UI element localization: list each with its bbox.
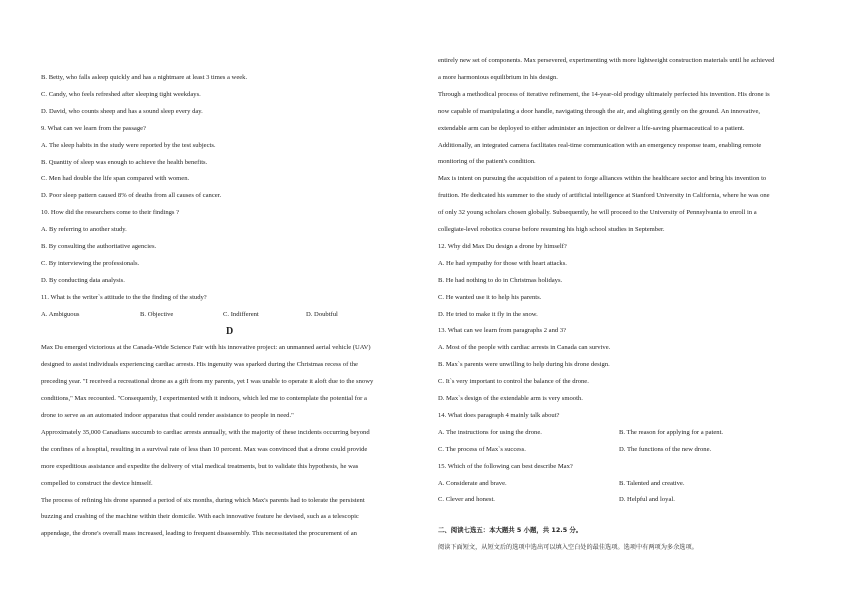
text-line: B. By consulting the authoritative agencies. (41, 243, 157, 250)
text-line: 10. How did the researchers come to their findings ? (41, 209, 180, 217)
text-line: B. Betty, who falls asleep quickly and has a nightmare at least 3 times a week. (41, 74, 248, 81)
option-text: C. Clever and honest. (438, 496, 495, 504)
section-instruction: 阅读下面短文，从短文后的选项中选出可以填入空白处的最佳选项。选项中有两项为多余选项。 (438, 544, 698, 552)
text-line: A. Most of the people with cardiac arrests in Canada can survive. (438, 344, 611, 352)
option-text: D. Helpful and loyal. (619, 496, 675, 504)
text-line: 12. Why did Max Du design a drone by himself? (438, 242, 567, 250)
text-line: fruition. He dedicated his summer to the study of artificial intelligence at Stanford University in California, where he was one (438, 192, 770, 200)
option-text: D. The functions of the new drone. (619, 445, 712, 453)
option-text: A. The instructions for using the drone. (438, 428, 542, 436)
text-line: Additionally, an integrated camera facilitates real-time communication with an emergency response team, enabling remote (438, 141, 762, 149)
text-line: now capable of manipulating a door handle, navigating through the air, and alighting gently on the ground. An innovative, (438, 107, 761, 115)
option-text: C. The process of Max`s success. (438, 445, 526, 453)
option-text: C. Indifferent (223, 310, 259, 318)
text-line: of only 32 young scholars chosen globally. Subsequently, he will proceed to the University of Pennsylvania to enroll in a (438, 209, 757, 217)
text-line: collegiate-level robotics course before resuming his high school studies in September. (438, 226, 665, 233)
text-line: C. By interviewing the professionals. (41, 259, 140, 267)
option-text: A. Ambiguous (41, 310, 80, 318)
option-text: B. Talented and creative. (619, 479, 685, 487)
text-line: compelled to construct the device himself. (41, 479, 153, 487)
question-text: 15. Which of the following can best describe Max? (438, 462, 573, 470)
text-line: 9. What can we learn from the passage? (41, 124, 146, 132)
text-line: more expeditious assistance and expedite the delivery of vital medical treatments, but to validate this hypothesis, he was (41, 462, 359, 470)
text-line: B. He had nothing to do in Christmas holidays. (438, 276, 563, 284)
option-text: B. The reason for applying for a patent. (619, 428, 724, 436)
text-line: D. Max`s design of the extendable arm is very smooth. (438, 395, 583, 402)
section-heading: 二、阅读七选五：本大题共 5 小题，共 12.5 分。 (438, 526, 583, 535)
text-line: a more harmonious equilibrium in his design. (438, 73, 558, 81)
option-text: A. Considerate and brave. (438, 479, 507, 487)
text-line: B. Quantity of sleep was enough to achieve the health benefits. (41, 158, 208, 166)
text-line: drone to serve as an automated indoor apparatus that could render assistance to people in need." (41, 412, 294, 419)
text-line: B. Max`s parents were unwilling to help during his drone design. (438, 361, 610, 369)
text-line: A. By referring to another study. (41, 226, 127, 234)
text-line: D. By conducting data analysis. (41, 276, 125, 284)
text-line: C. It`s very important to control the balance of the drone. (438, 378, 589, 386)
text-line: 11. What is the writer`s attitude to the the finding of the study? (41, 293, 207, 301)
text-line: designed to assist individuals experiencing cardiac arrests. His ingenuity was sparked during the Christmas recess of the (41, 361, 358, 369)
text-line: Max Du emerged victorious at the Canada-Wide Science Fair with his innovative project: an unmanned aerial vehicle (UAV) (41, 344, 371, 352)
text-line: appendage, the drone's overall mass increased, leading to frequent disassembly. This necessitated the procurement of an (41, 530, 357, 538)
text-line: buzzing and crashing of the machine within their domicile. With each innovative feature he devised, such as a telescopic (41, 513, 359, 521)
text-line: the confines of a hospital, resulting in a survival rate of less than 10 percent. Max was convinced that a drone could provide (41, 445, 368, 453)
text-line: D. David, who counts sheep and has a sound sleep every day. (41, 107, 203, 115)
text-line: Through a methodical process of iterative refinement, the 14-year-old prodigy ultimately perfected his invention. His drone is (438, 90, 770, 98)
option-text: D. Doubtful (306, 310, 338, 318)
text-line: A. The sleep habits in the study were reported by the test subjects. (41, 141, 216, 149)
text-line: A. He had sympathy for those with heart attacks. (438, 259, 567, 267)
text-line: C. Men had double the life span compared with women. (41, 175, 190, 183)
text-line: entirely new set of components. Max persevered, experimenting with more lightweight construction materials until he achieved (438, 57, 775, 64)
text-line: D. He tried to make it fly in the snow. (438, 310, 538, 318)
option-text: B. Objective (140, 310, 174, 318)
text-line: The process of refining his drone spanned a period of six months, during which Max's parents had to tolerate the persistent (41, 496, 365, 504)
text-line: D. Poor sleep pattern caused 8% of deaths from all causes of cancer. (41, 192, 222, 200)
text-line: Max is intent on pursuing the acquisition of a patent to forge alliances within the healthcare sector and bring his invention to (438, 175, 767, 183)
text-line: conditions," Max recounted. "Consequently, I experimented with it indoors, which led me to contemplate the potential for a (41, 395, 367, 403)
text-line: preceding year. "I received a recreational drone as a gift from my parents, yet I was unable to operate it aloft due to the snowy (41, 378, 374, 386)
text-line: C. He wanted use it to help his parents. (438, 293, 542, 301)
text-line: C. Candy, who feels refreshed after sleeping tight weekdays. (41, 90, 201, 98)
text-line: 13. What can we learn from paragraphs 2 and 3? (438, 327, 567, 335)
section-title: D (226, 325, 234, 337)
text-line: 14. What does paragraph 4 mainly talk about? (438, 411, 560, 419)
text-line: monitoring of the patient's condition. (438, 158, 536, 166)
text-line: extendable arm can be deployed to either administer an injection or deliver a life-saving pharmaceutical to a patient. (438, 124, 745, 132)
text-line: Approximately 35,000 Canadians succumb to cardiac arrests annually, with the majority of these incidents occurring beyond (41, 428, 370, 436)
